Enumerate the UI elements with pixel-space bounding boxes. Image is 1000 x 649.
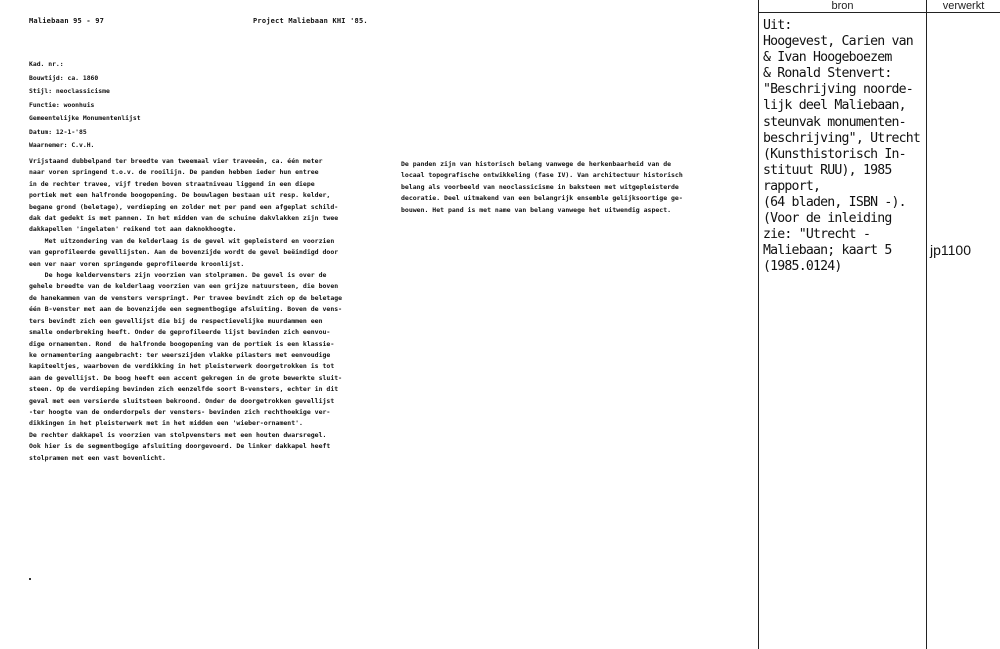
header-project: Project Maliebaan KHI '85. xyxy=(253,17,368,25)
meta-line: Stijl: neoclassicisme xyxy=(29,87,110,95)
source-line: (1985.0124) xyxy=(763,259,842,275)
significance-text xyxy=(401,159,721,216)
source-line: (64 bladen, ISBN -). xyxy=(763,195,906,211)
source-line: (Voor de inleiding xyxy=(763,211,892,227)
source-line: beschrijving", Utrecht xyxy=(763,130,921,146)
source-line: Maliebaan; kaart 5 xyxy=(763,243,892,259)
stray-mark xyxy=(29,578,31,580)
text-line: stolpramen met een vast bovenlicht. xyxy=(29,453,166,462)
column-divider xyxy=(926,0,927,649)
source-line: steunvak monumenten- xyxy=(763,114,906,130)
text-line: De rechter dakkapel is voorzien van stolpvensters met een houten dwarsregel. xyxy=(29,430,327,439)
text-line: portiek met een halfronde boogopening. De bouwlagen bestaan uit resp. kelder, xyxy=(29,191,331,200)
text-line: Met uitzondering van de kelderlaag is de gevel wit gepleisterd en voorzien xyxy=(29,236,335,245)
text-line: bouwen. Het pand is met name van belang vanwege het uitwendig aspect. xyxy=(401,205,672,214)
meta-line: Kad. nr.: xyxy=(29,60,64,68)
column-divider xyxy=(758,0,759,649)
text-line: begane grond (beletage), verdieping en zolder met per pand een afgeplat schild- xyxy=(29,202,339,211)
source-line: zie: "Utrecht - xyxy=(763,227,871,243)
text-line: smalle onderbreking heeft. Onder de geprofileerde lijst bevinden zich eenvou- xyxy=(29,328,331,337)
description-text xyxy=(29,156,379,464)
text-line: de hanekammen van de vensters verspringt. Per travee bevindt zich op de beletage xyxy=(29,293,343,302)
text-line: dikkingen in het pleisterwerk met in het midden een 'wieber-ornament'. xyxy=(29,419,303,428)
meta-line: Gemeentelijke Monumentenlijst xyxy=(29,114,141,122)
source-reference xyxy=(763,18,925,276)
text-line: in de rechter travee, vijf treden boven straatniveau liggend in een diepe xyxy=(29,179,315,188)
text-line: steen. Op de verdieping bevinden zich eenzelfde soort B-vensters, echter in dit xyxy=(29,385,339,394)
processed-code: jp1100 xyxy=(930,242,972,258)
source-line: & Ivan Hoogeboezem xyxy=(763,50,892,66)
source-line: "Beschrijving noorde- xyxy=(763,82,913,98)
text-line: een ver naar voren springende geprofileerde kroonlijst. xyxy=(29,259,245,268)
text-line: decoratie. Deel uitmakend van een belangrijk ensemble gelijksoortige ge- xyxy=(401,194,683,203)
text-line: naar voren springend t.o.v. de rooilijn. De panden hebben ieder hun entree xyxy=(29,168,319,177)
meta-line: Bouwtijd: ca. 1860 xyxy=(29,73,99,82)
text-line: één B-venster met aan de bovenzijde een segmentbogige afsluiting. Boven de vens- xyxy=(29,305,343,314)
source-line: lijk deel Maliebaan, xyxy=(763,98,906,114)
column-header-bron: bron xyxy=(831,0,854,12)
text-line: aan de gevellijst. De boog heeft een accent gekregen in de grote bewerkte sluit- xyxy=(29,373,343,382)
text-line: Vrijstaand dubbelpand ter breedte van tweemaal vier traveeën, ca. één meter xyxy=(29,157,323,165)
text-line: Ook hier is de segmentbogige afsluiting doorgevoerd. De linker dakkapel heeft xyxy=(29,442,331,451)
source-line: stituut RUU), 1985 xyxy=(763,162,892,178)
text-line: De panden zijn van historisch belang vanwege de herkenbaarheid van de xyxy=(401,160,672,168)
text-line: -ter hoogte van de onderdorpels der vensters- bevinden zich rechthoekige ver- xyxy=(29,407,331,416)
text-line: gehele breedte van de kelderlaag voorzien van een grijze natuursteen, die boven xyxy=(29,282,339,291)
source-line: & Ronald Stenvert: xyxy=(763,66,892,82)
text-line: De hoge keldervensters zijn voorzien van stolpramen. De gevel is over de xyxy=(29,271,327,280)
meta-line: Datum: 12-1-'85 xyxy=(29,127,87,136)
text-line: van geprofileerde gevellijsten. Aan de bovenzijde wordt de gevel beëindigd door xyxy=(29,248,339,257)
text-line: dakkapellen 'ingelaten' reikend tot aan daknokhoogte. xyxy=(29,225,237,234)
header-rule xyxy=(758,12,1000,13)
text-line: ters bevindt zich een gevellijst die bij de respectievelijke muurdammen een xyxy=(29,316,323,325)
text-line: dak dat gedekt is met pannen. In het midden van de schuine dakvlakken zijn twee xyxy=(29,214,339,223)
metadata-block xyxy=(29,58,141,153)
text-line: ke ornamentering aangebracht: ter weerszijden vlakke pilasters met eenvoudige xyxy=(29,350,331,359)
source-line: Hoogevest, Carien van xyxy=(763,34,913,50)
text-line: belang als voorbeeld van neoclassicisme in baksteen met witgepleisterde xyxy=(401,182,679,191)
text-line: kapiteeltjes, waarboven de verdikking in het pleisterwerk doorgetrokken is tot xyxy=(29,362,335,371)
header-address: Maliebaan 95 - 97 xyxy=(29,17,105,25)
text-line: dige ornamenten. Rond de halfronde boogopening van de portiek is een klassie- xyxy=(29,339,335,348)
source-line: Uit: xyxy=(763,18,792,33)
text-line: geval met een versierde sluitsteen bekroond. Onder de doorgetrokken gevellijst xyxy=(29,396,335,405)
source-line: (Kunsthistorisch In- xyxy=(763,146,906,162)
text-line: locaal topografische ontwikkeling (fase IV). Van architectuur historisch xyxy=(401,171,683,180)
meta-line: Waarnemer: C.v.H. xyxy=(29,141,95,149)
column-header-verwerkt: verwerkt xyxy=(942,0,985,12)
meta-line: Functie: woonhuis xyxy=(29,100,95,109)
source-line: rapport, xyxy=(763,178,821,194)
